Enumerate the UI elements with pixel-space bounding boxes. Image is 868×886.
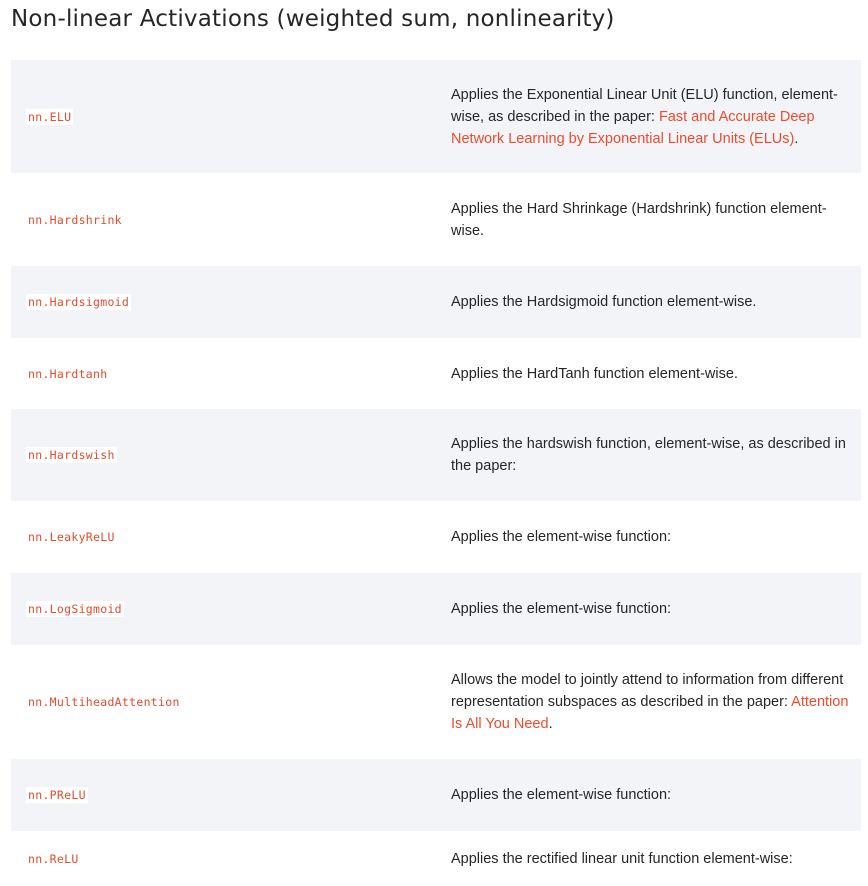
api-link-leakyrelu[interactable]: nn.LeakyReLU bbox=[28, 530, 115, 544]
table-row bbox=[11, 501, 861, 573]
description-text: Applies the Hardsigmoid function element-wise. bbox=[451, 294, 757, 310]
description-cell bbox=[451, 831, 851, 886]
description-cell bbox=[451, 60, 851, 173]
description-text-post: . bbox=[548, 716, 553, 732]
api-link-hardshrink[interactable]: nn.Hardshrink bbox=[28, 212, 122, 227]
name-cell bbox=[26, 573, 124, 645]
description-text bbox=[451, 669, 851, 735]
description-cell bbox=[451, 338, 851, 409]
table-row bbox=[11, 60, 861, 173]
description-cell bbox=[451, 759, 851, 831]
description-cell bbox=[451, 573, 851, 645]
api-link-hardsigmoid[interactable]: nn.Hardsigmoid bbox=[28, 295, 130, 309]
table-row bbox=[11, 831, 861, 884]
name-cell bbox=[26, 831, 81, 886]
description-text: Applies the element-wise function: bbox=[451, 529, 672, 545]
table-row bbox=[11, 645, 861, 759]
name-cell bbox=[26, 266, 131, 338]
description-text-pre: Allows the model to jointly attend to information from different representation subspaces as described in the paper: bbox=[451, 672, 844, 710]
description-text bbox=[451, 84, 851, 150]
description-text: Applies the Hard Shrinkage (Hardshrink) function element-wise. bbox=[451, 200, 827, 239]
api-link-multiheadattention[interactable]: nn.MultiheadAttention bbox=[28, 695, 180, 709]
name-cell bbox=[26, 173, 124, 266]
paper-link-elu[interactable]: Fast and Accurate Deep Network Learning by Exponential Linear Units (ELUs) bbox=[451, 108, 815, 147]
description-text-pre: Applies the Exponential Linear Unit (ELU) function, element-wise, as described in the paper: bbox=[451, 86, 838, 125]
description-cell bbox=[451, 266, 851, 338]
api-link-elu[interactable]: nn.ELU bbox=[28, 109, 72, 124]
api-link-relu[interactable]: nn.ReLU bbox=[28, 851, 79, 866]
description-text: Applies the hardswish function, element-wise, as described in the paper: bbox=[451, 436, 846, 474]
name-cell bbox=[26, 60, 73, 173]
table-row bbox=[11, 338, 861, 409]
table-row bbox=[11, 266, 861, 338]
description-text: Applies the rectified linear unit function element-wise: bbox=[451, 850, 793, 867]
description-text-post: . bbox=[794, 130, 799, 147]
api-link-logsigmoid[interactable]: nn.LogSigmoid bbox=[28, 602, 122, 616]
description-text: Applies the element-wise function: bbox=[451, 601, 672, 617]
name-cell bbox=[26, 645, 182, 759]
name-cell bbox=[26, 759, 88, 831]
api-link-hardtanh[interactable]: nn.Hardtanh bbox=[28, 366, 108, 381]
description-text: Applies the element-wise function: bbox=[451, 787, 672, 803]
description-cell bbox=[451, 501, 851, 573]
description-text: Applies the HardTanh function element-wise. bbox=[451, 365, 738, 382]
table-row bbox=[11, 573, 861, 645]
paper-link-attention[interactable]: Attention Is All You Need bbox=[451, 694, 849, 732]
page-title: Non-linear Activations (weighted sum, nonlinearity) bbox=[11, 6, 615, 32]
api-link-prelu[interactable]: nn.PReLU bbox=[28, 788, 86, 802]
name-cell bbox=[26, 501, 117, 573]
description-cell bbox=[451, 409, 851, 501]
name-cell bbox=[26, 409, 117, 501]
name-cell bbox=[26, 338, 109, 409]
table-row bbox=[11, 759, 861, 831]
description-cell bbox=[451, 645, 851, 759]
table-row bbox=[11, 409, 861, 501]
api-link-hardswish[interactable]: nn.Hardswish bbox=[28, 448, 115, 462]
description-cell bbox=[451, 173, 851, 266]
table-row bbox=[11, 173, 861, 266]
activations-table bbox=[11, 60, 861, 884]
